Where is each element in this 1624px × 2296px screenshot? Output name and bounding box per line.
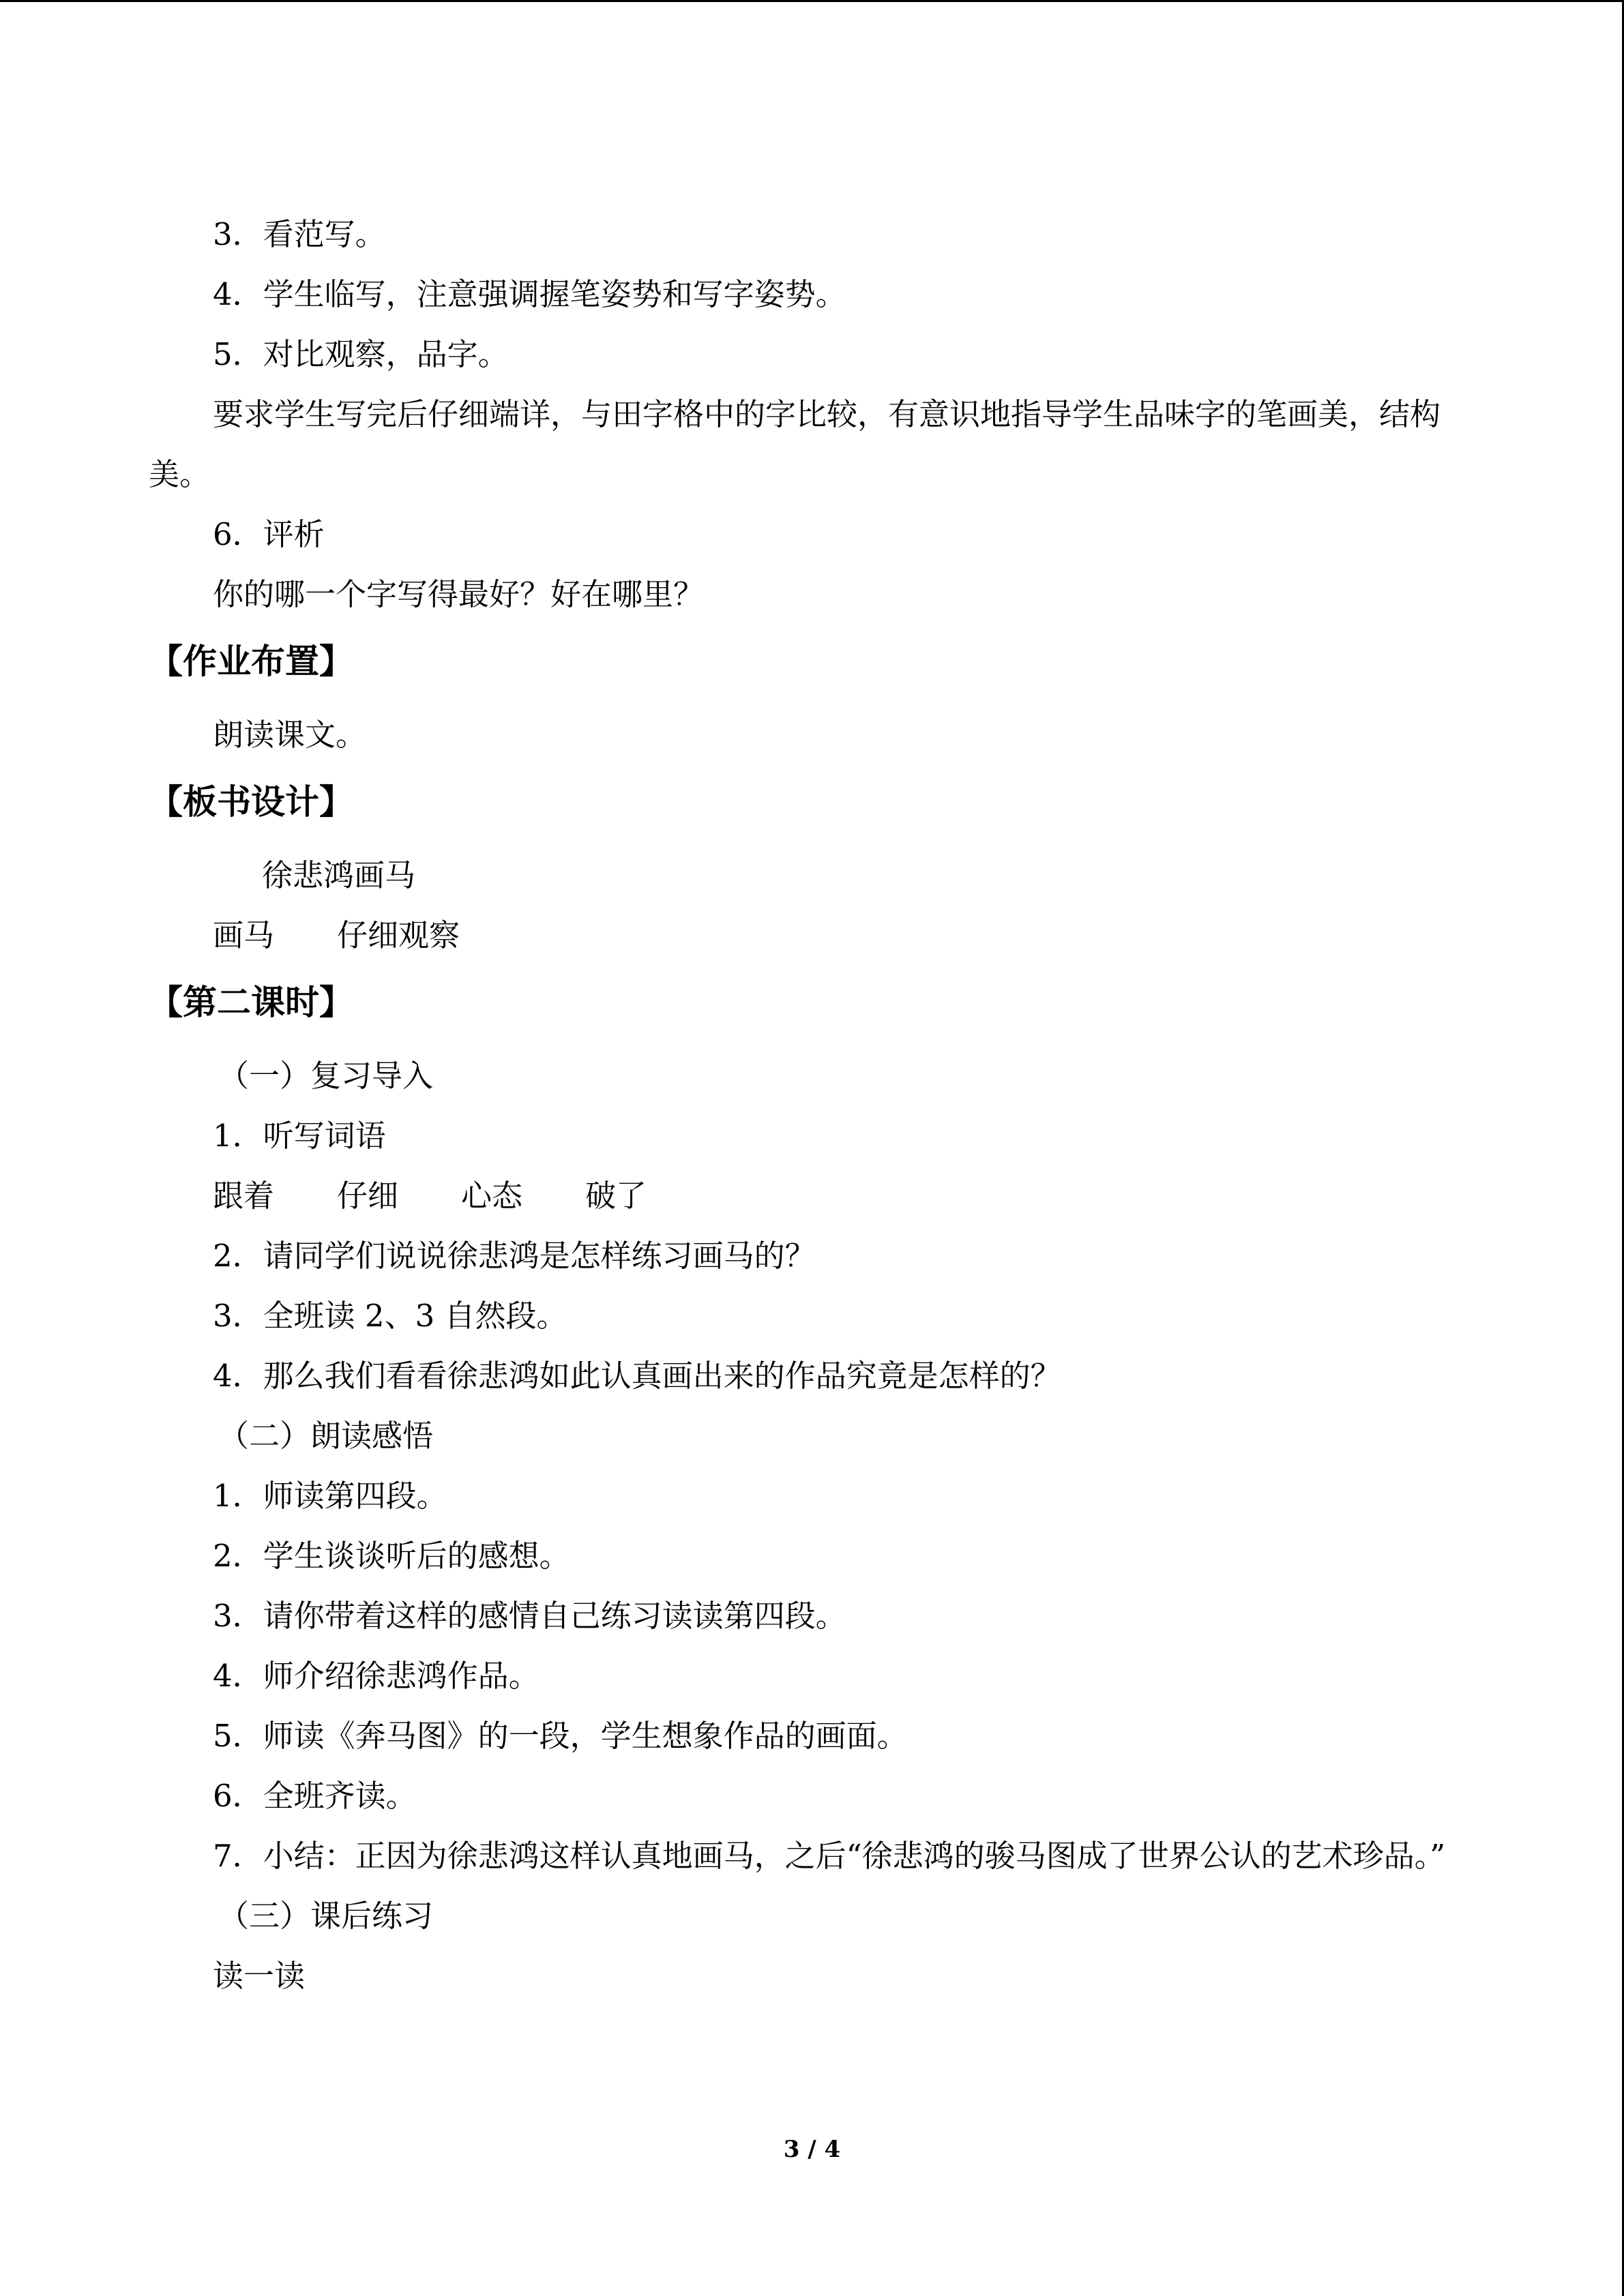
step-line: 6．全班齐读。	[213, 1778, 417, 1814]
board-item: 仔细观察	[337, 917, 460, 953]
step-line: 2．请同学们说说徐悲鸿是怎样练习画马的？	[213, 1238, 816, 1274]
step-line: 4．师介绍徐悲鸿作品。	[213, 1658, 540, 1694]
step-line: 1．师读第四段。	[213, 1478, 447, 1514]
part-title: （一）复习导入	[218, 1058, 434, 1094]
homework-text: 朗读课文。	[213, 717, 367, 753]
step-line: 4．那么我们看看徐悲鸿如此认真画出来的作品究竟是怎样的？	[213, 1358, 1061, 1394]
step-line: 4．学生临写，注意强调握笔姿势和写字姿势。	[213, 276, 846, 312]
step-line: 3．看范写。	[213, 216, 386, 252]
step-line: 1．听写词语	[213, 1118, 386, 1154]
page-number: 3 / 4	[783, 2136, 841, 2163]
question-line: 你的哪一个字写得最好？好在哪里？	[213, 576, 705, 612]
summary-paragraph: 7．小结：正因为徐悲鸿这样认真地画马，之后“徐悲鸿的骏马图成了世界公认的艺术珍品。”	[213, 1838, 1446, 1874]
homework-heading: 【作业布置】	[149, 642, 353, 681]
step-line: 5．对比观察，品字。	[213, 336, 509, 372]
practice-text: 读一读	[213, 1958, 306, 1994]
dictation-word: 跟着	[213, 1178, 275, 1214]
board-title: 徐悲鸿画马	[262, 857, 416, 893]
page-content	[149, 205, 1479, 2006]
board-item: 画马	[213, 917, 275, 953]
board-row	[149, 906, 1479, 966]
step-line: 6．评析	[213, 516, 325, 552]
second-lesson-heading: 【第二课时】	[149, 983, 353, 1022]
dictation-word: 破了	[585, 1178, 647, 1214]
dictation-word: 仔细	[337, 1178, 399, 1214]
step-line: 5．师读《奔马图》的一段，学生想象作品的画面。	[213, 1718, 908, 1754]
step-line: 2．学生谈谈听后的感想。	[213, 1538, 570, 1574]
page-top-border	[0, 0, 1624, 2]
board-design-heading: 【板书设计】	[149, 782, 353, 822]
step-line: 3．全班读 2、3 自然段。	[213, 1298, 567, 1334]
requirement-paragraph: 要求学生写完后仔细端详，与田字格中的字比较，有意识地指导学生品味字的笔画美，结构美。	[149, 396, 1441, 492]
dictation-words	[149, 1166, 1479, 1226]
step-line: 3．请你带着这样的感情自己练习读读第四段。	[213, 1598, 846, 1634]
part-title: （二）朗读感悟	[218, 1418, 434, 1454]
part-title: （三）课后练习	[218, 1898, 434, 1934]
dictation-word: 心态	[461, 1178, 523, 1214]
